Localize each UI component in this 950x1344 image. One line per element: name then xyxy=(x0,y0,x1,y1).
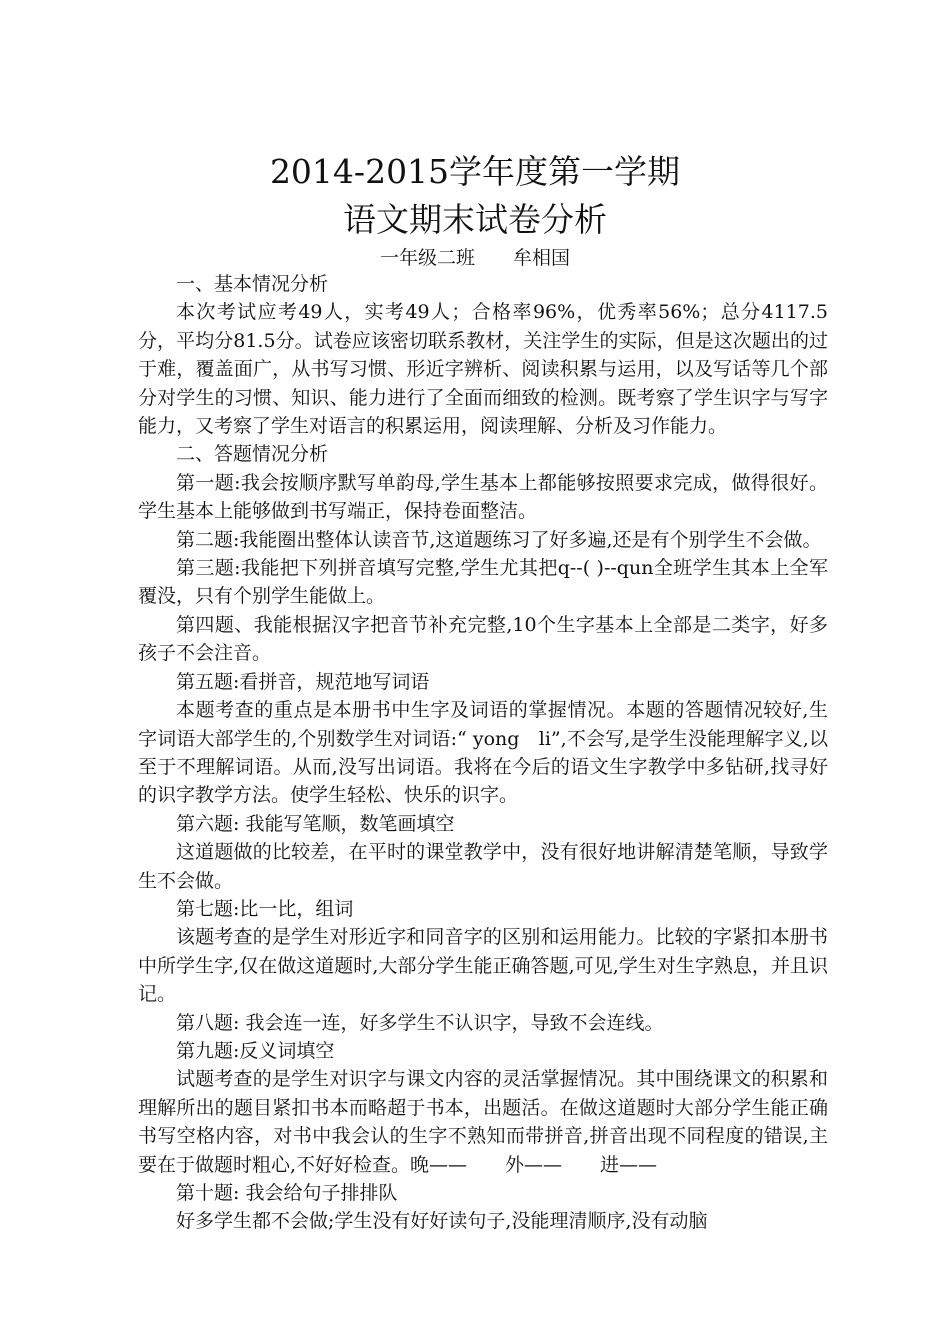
paragraph-question-6: 这道题做的比较差，在平时的课堂教学中，没有很好地讲解清楚笔顺，导致学生不会做。 xyxy=(138,841,828,892)
section-heading-basic: 一、基本情况分析 xyxy=(176,273,329,295)
section-heading-answers: 二、答题情况分析 xyxy=(176,443,329,466)
author-line: 一年级二班 牟相国 xyxy=(379,247,570,269)
paragraph-question-10: 好多学生都不会做;学生没有好好读句子,没能理清顺序,没有动脑 xyxy=(176,1210,708,1233)
document-body xyxy=(138,270,828,1236)
heading-question-10: 第十题: 我会给句子排排队 xyxy=(176,1182,398,1204)
paragraph-question-4: 第四题、我能根据汉字把音节补充完整,10个生字基本上全部是二类字，好多孩子不会注音。 xyxy=(138,613,828,665)
paragraph-question-7: 该题考查的是学生对形近字和同音字的区别和运用能力。比较的字紧扣本册书中所学生字,仅在做这道题时,大部分学生能正确答题,可见,学生对生字熟息，并且识记。 xyxy=(138,926,828,1006)
document-title-line-2: 语文期末试卷分析 xyxy=(343,200,607,239)
paragraph-basic-summary: 本次考试应考49人，实考49人；合格率96%，优秀率56%；总分4117.5分，平均分81.5分。试卷应该密切联系教材，关注学生的实际，但是这次题出的过于难，覆盖面广，从书写习惯、形近字辨析、阅读积累与运用，以及写话等几个部分对学生的习惯、知识、能力进行了全面而细致的检测。既考察了学生识字与写字能力，又考察了学生对语言的积累运用，阅读理解、分析及习作能力。 xyxy=(138,301,828,438)
heading-question-7: 第七题:比一比，组词 xyxy=(176,897,354,920)
heading-question-6: 第六题: 我能写笔顺，数笔画填空 xyxy=(176,812,455,835)
paragraph-question-5: 本题考查的重点是本册书中生字及词语的掌握情况。本题的答题情况较好,生字词语大部学生的,个别数学生对词语:“ yong li”,不会写,是学生没能理解字义,以至于不理解词语。从而,没写出词语。我将在今后的语文生字教学中多钻研,找寻好的识字教学方法。使学生轻松、快乐的识字。 xyxy=(138,699,828,807)
paragraph-question-1: 第一题:我会按顺序默写单韵母,学生基本上都能够按照要求完成，做得很好。学生基本上能够做到书写端正，保持卷面整洁。 xyxy=(138,471,828,523)
heading-question-9: 第九题:反义词填空 xyxy=(176,1039,335,1062)
document-title-line-1: 2014-2015学年度第一学期 xyxy=(269,152,681,191)
paragraph-question-9: 试题考查的是学生对识字与课文内容的灵活掌握情况。其中围绕课文的积累和理解所出的题目紧扣书本而略超于书本，出题活。在做这道题时大部分学生能正确书写空格内容，对书中我会认的生字不熟知而带拼音,拼音出现不同程度的错误,主要在于做题时粗心,不好好检查。晚—— 外—— 进—— xyxy=(138,1068,828,1176)
paragraph-question-8: 第八题: 我会连一连，好多学生不认识字，导致不会连线。 xyxy=(176,1011,664,1034)
heading-question-5: 第五题:看拼音，规范地写词语 xyxy=(176,670,430,693)
paragraph-question-2: 第二题:我能圈出整体认读音节,这道题练习了好多遍,还是有个别学生不会做。 xyxy=(176,528,822,551)
paragraph-question-3: 第三题:我能把下列拼音填写完整,学生尤其把q--( )--qun全班学生其本上全军覆没，只有个别学生能做上。 xyxy=(138,557,828,608)
